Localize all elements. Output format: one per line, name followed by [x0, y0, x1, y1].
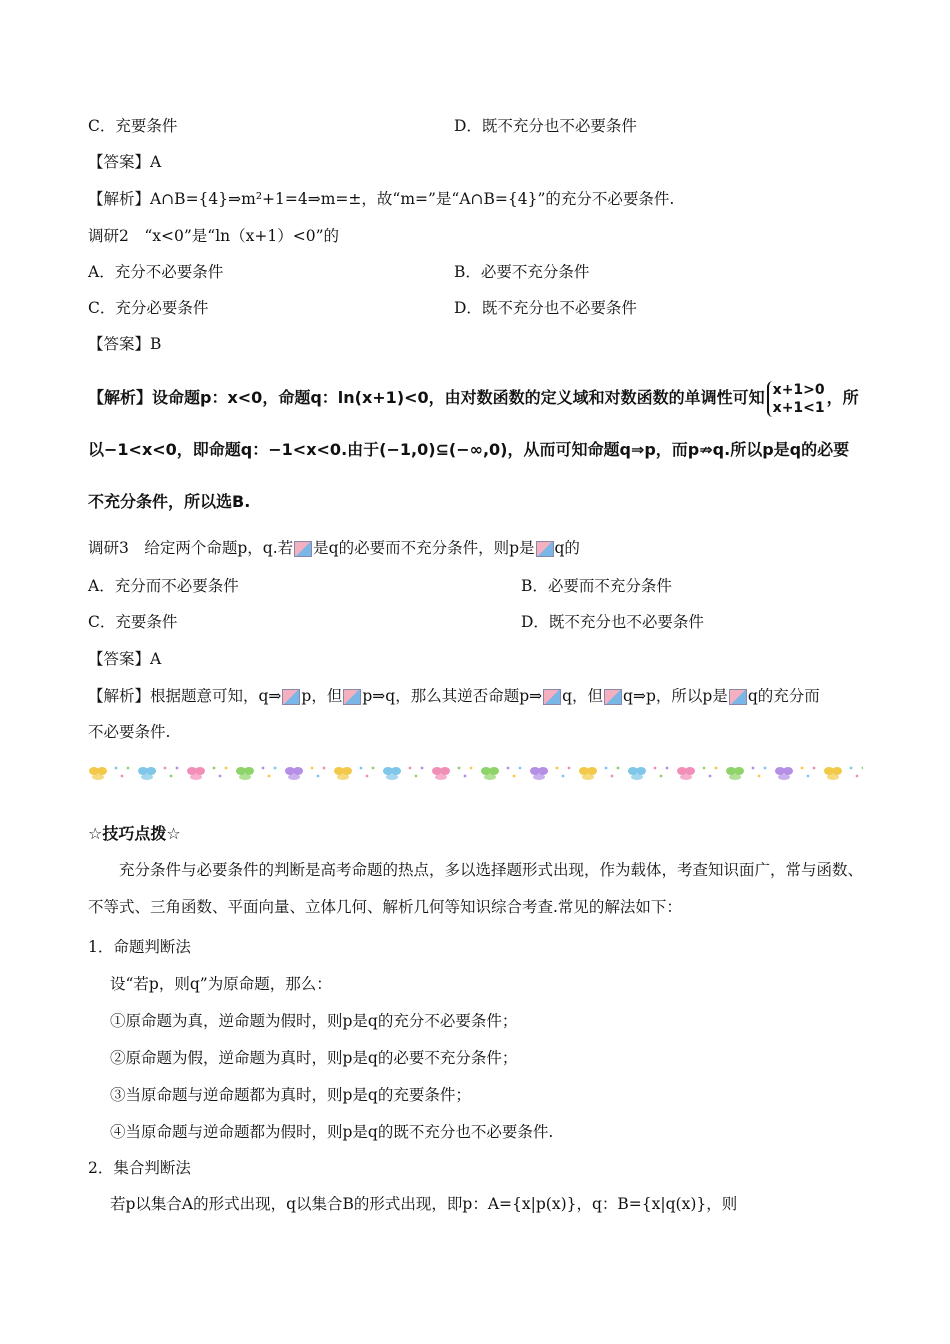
dot-ornament	[170, 775, 173, 778]
dot-ornament	[507, 767, 510, 770]
dot-ornament	[262, 767, 265, 770]
butterfly-icon	[726, 767, 744, 780]
butterfly-icon	[628, 767, 646, 780]
dot-ornament	[127, 767, 130, 770]
dot-ornament	[856, 775, 859, 778]
q1-opt-c: C．充要条件	[88, 117, 178, 135]
dot-ornament	[421, 767, 424, 770]
q3-stem-part-c: q的	[554, 539, 580, 557]
formula-image-icon	[729, 689, 747, 705]
q3-analysis-c: p⇒q，那么其逆否命题p⇒	[362, 687, 543, 705]
q2-opt-d: D．既不充分也不必要条件	[454, 299, 637, 317]
dot-ornament	[562, 775, 565, 778]
dot-ornament	[225, 767, 228, 770]
q3-answer: 【答案】A	[88, 650, 162, 668]
formula-image-icon	[543, 689, 561, 705]
q3-analysis-d: q，但	[562, 687, 604, 705]
tips-paragraph: 充分条件与必要条件的判断是高考命题的热点，多以选择题形式出现，作为载体，考查知识面广，常与函数、不等式、三角函数、平面向量、立体几何、解析几何等知识综合考查.常见的解法如下：	[88, 861, 864, 916]
formula-image-icon	[294, 541, 312, 557]
butterfly-icon	[481, 767, 499, 780]
q3-opt-d: D．既不充分也不必要条件	[521, 613, 704, 631]
butterfly-icon	[824, 767, 842, 780]
dot-ornament	[415, 775, 418, 778]
dot-ornament	[372, 767, 375, 770]
dot-ornament	[317, 775, 320, 778]
q3-analysis	[88, 686, 820, 706]
butterfly-icon	[89, 767, 107, 780]
dot-ornament	[164, 767, 167, 770]
dot-ornament	[654, 767, 657, 770]
dot-ornament	[752, 767, 755, 770]
system-line-2: x+1<1	[772, 399, 825, 416]
method1-item4: ④当原命题与逆命题都为假时，则p是q的既不充分也不必要条件.	[110, 1123, 554, 1141]
dot-ornament	[470, 767, 473, 770]
dot-ornament	[709, 775, 712, 778]
dot-ornament	[519, 767, 522, 770]
formula-image-icon	[343, 689, 361, 705]
tips-title: ☆技巧点拨☆	[88, 824, 181, 843]
butterfly-icon	[579, 767, 597, 780]
q1-opt-d: D．既不充分也不必要条件	[454, 117, 637, 135]
q3-stem	[88, 538, 580, 558]
q2-stem: 调研2 “x<0”是“ln（x+1）<0”的	[88, 227, 340, 245]
butterfly-icon	[334, 767, 352, 780]
dot-ornament	[813, 767, 816, 770]
decorative-divider	[88, 762, 863, 784]
dot-ornament	[715, 767, 718, 770]
butterfly-icon	[236, 767, 254, 780]
q1-answer: 【答案】A	[88, 153, 162, 171]
butterfly-icon	[530, 767, 548, 780]
q3-stem-part-b: 是q的必要而不充分条件，则p是	[313, 539, 535, 557]
dot-ornament	[464, 775, 467, 778]
dot-ornament	[605, 767, 608, 770]
dot-ornament	[219, 775, 222, 778]
q3-analysis-b: p，但	[301, 687, 343, 705]
dot-ornament	[268, 775, 271, 778]
butterfly-icon	[775, 767, 793, 780]
dot-ornament	[513, 775, 516, 778]
q2-opt-b: B．必要不充分条件	[454, 263, 590, 281]
dot-ornament	[409, 767, 412, 770]
q3-analysis-a: 【解析】根据题意可知，q⇒	[88, 687, 282, 705]
q3-analysis-f: q的充分而	[747, 687, 820, 705]
q2-opt-a: A．充分不必要条件	[88, 263, 224, 281]
q2-analysis	[88, 372, 863, 528]
dot-ornament	[801, 767, 804, 770]
dot-ornament	[850, 767, 853, 770]
dot-ornament	[311, 767, 314, 770]
dot-ornament	[703, 767, 706, 770]
dot-ornament	[764, 767, 767, 770]
method2-title: 2．集合判断法	[88, 1159, 191, 1177]
butterfly-icon	[432, 767, 450, 780]
dot-ornament	[366, 775, 369, 778]
method1-item1: ①原命题为真，逆命题为假时，则p是q的充分不必要条件；	[110, 1012, 518, 1030]
q2-opt-c: C．充分必要条件	[88, 299, 209, 317]
dot-ornament	[660, 775, 663, 778]
formula-image-icon	[604, 689, 622, 705]
q3-opt-a: A．充分而不必要条件	[88, 577, 239, 595]
q3-opt-b: B．必要而不充分条件	[521, 577, 672, 595]
dot-ornament	[807, 775, 810, 778]
dot-ornament	[758, 775, 761, 778]
butterfly-icon	[383, 767, 401, 780]
method1-title: 1．命题判断法	[88, 938, 191, 956]
dot-ornament	[274, 767, 277, 770]
dot-ornament	[666, 767, 669, 770]
dot-ornament	[360, 767, 363, 770]
butterfly-icon	[138, 767, 156, 780]
q3-stem-part-a: 调研3 给定两个命题p，q.若	[88, 539, 294, 557]
butterfly-icon	[285, 767, 303, 780]
method1-item2: ②原命题为假，逆命题为真时，则p是q的必要不充分条件；	[110, 1049, 518, 1067]
inequality-system	[767, 381, 825, 417]
dot-ornament	[115, 767, 118, 770]
dot-ornament	[176, 767, 179, 770]
system-line-1: x+1>0	[772, 381, 825, 398]
dot-ornament	[617, 767, 620, 770]
formula-image-icon	[282, 689, 300, 705]
method1-item3: ③当原命题与逆命题都为真时，则p是q的充要条件；	[110, 1086, 471, 1104]
q3-opt-c: C．充要条件	[88, 613, 178, 631]
dot-ornament	[611, 775, 614, 778]
dot-ornament	[121, 775, 124, 778]
dot-ornament	[556, 767, 559, 770]
formula-image-icon	[536, 541, 554, 557]
dot-ornament	[323, 767, 326, 770]
q2-analysis-part1: 【解析】设命题p：x<0，命题q：ln(x+1)<0，由对数函数的定义域和对数函数的单调性可知	[88, 388, 765, 407]
dot-ornament	[862, 767, 863, 770]
dot-ornament	[458, 767, 461, 770]
q3-analysis-cont: 不必要条件.	[88, 723, 171, 741]
q2-answer: 【答案】B	[88, 335, 162, 353]
butterfly-icon	[677, 767, 695, 780]
q3-analysis-e: q⇒p，所以p是	[623, 687, 728, 705]
q2-analysis-part2: ，所以−1<x<0，即命题q：−1<x<0.由于(−1,0)⊆(−∞,0)，从而可知命题q⇒p，而p⇏q.所以p是q的必要不充分条件，所以选B.	[88, 388, 859, 511]
method1-setup: 设“若p，则q”为原命题，那么：	[110, 975, 332, 993]
dot-ornament	[213, 767, 216, 770]
dot-ornament	[568, 767, 571, 770]
butterfly-icon	[187, 767, 205, 780]
method2-text: 若p以集合A的形式出现，q以集合B的形式出现，即p：A={x|p(x)}，q：B={x|q(x)}，则	[110, 1195, 738, 1213]
q1-analysis: 【解析】A∩B={4}⇒m²+1=4⇒m=±，故“m=”是“A∩B={4}”的充分不必要条件.	[88, 190, 675, 208]
